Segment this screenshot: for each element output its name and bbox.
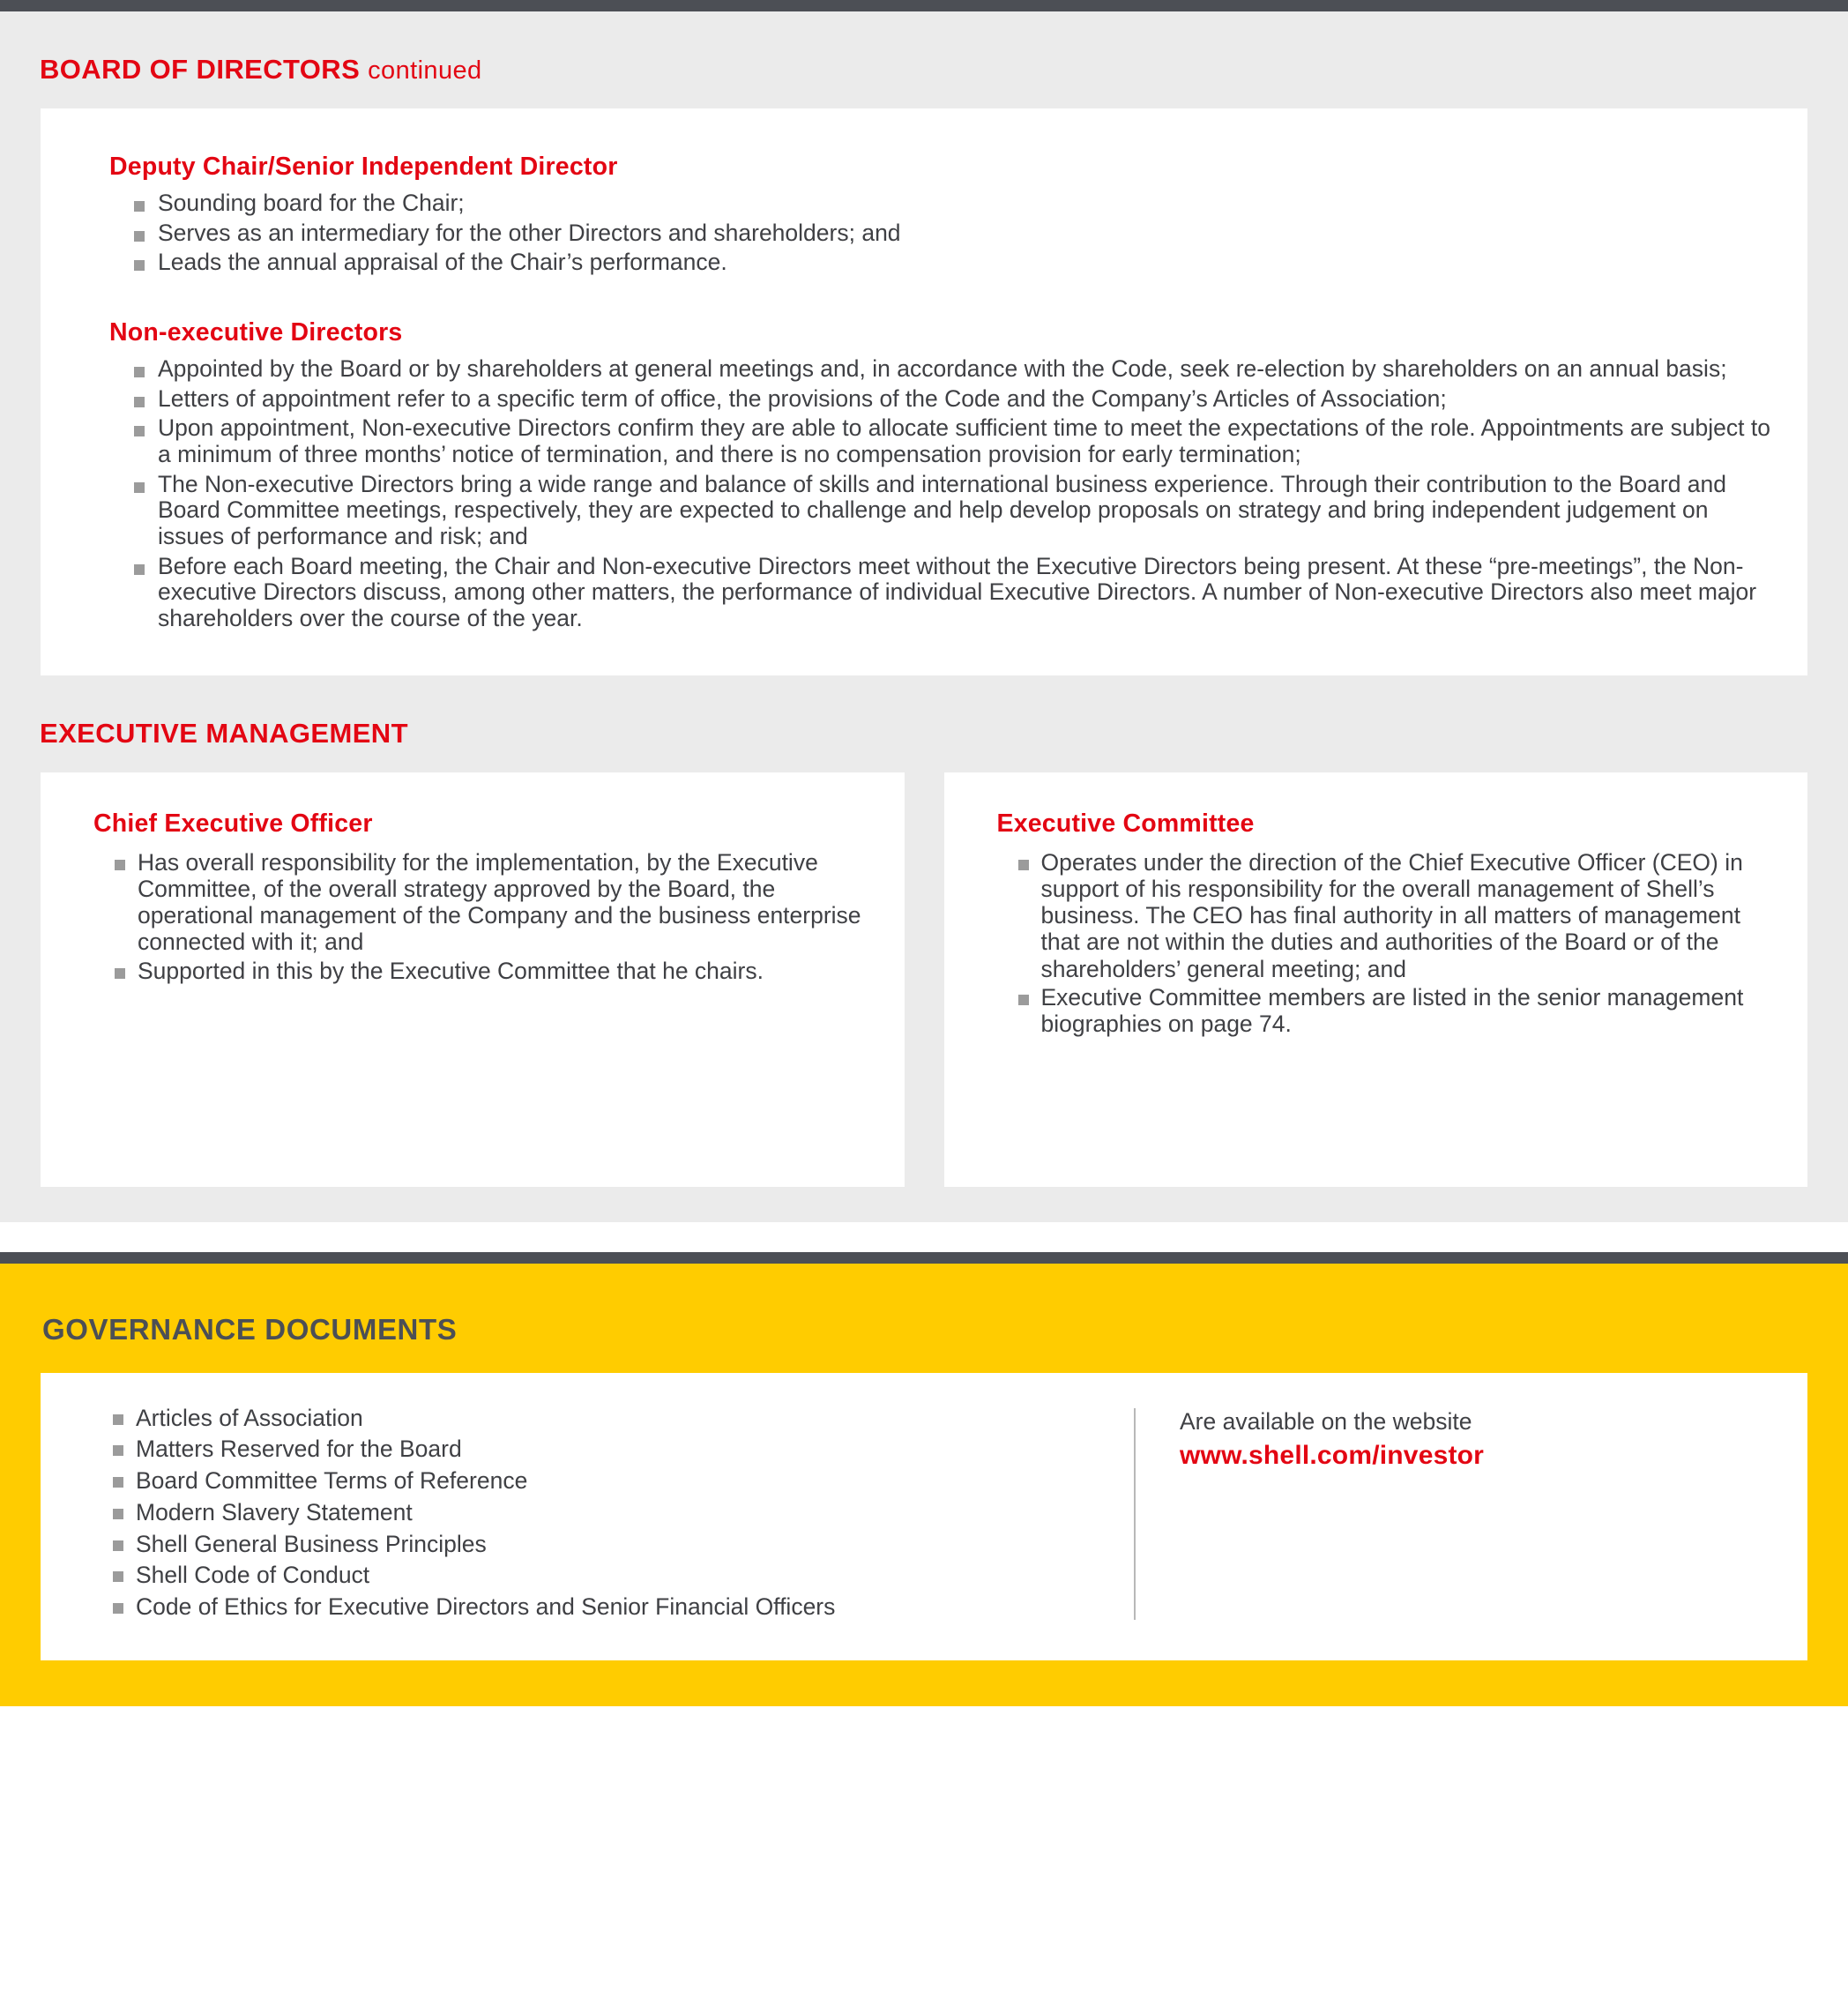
page-title — [0, 11, 1848, 108]
list-item: Operates under the direction of the Chief Executive Officer (CEO) in support of his responsibility for the overall management of Shell’s business. The CEO has final authority in all matters of management that are not within the duties and authorities of the Board or of the shareholders’ general meeting; and — [997, 849, 1778, 982]
deputy-chair-heading: Deputy Chair/Senior Independent Director — [109, 153, 618, 181]
executive-committee-card — [944, 772, 1808, 1187]
governance-divider-rule — [0, 1252, 1848, 1264]
top-divider-rule — [0, 0, 1848, 11]
ceo-list — [65, 849, 875, 984]
list-item: Modern Slavery Statement — [93, 1499, 1134, 1526]
list-item: Appointed by the Board or by shareholders at general meetings and, in accordance with the Code, seek re-election by shareholders on an annual basis; — [109, 356, 1772, 383]
governance-documents-card — [41, 1373, 1807, 1660]
governance-documents-list — [67, 1405, 1134, 1621]
board-of-directors-section — [0, 11, 1848, 1222]
list-item: Serves as an intermediary for the other Directors and shareholders; and — [109, 220, 1772, 247]
list-item: Before each Board meeting, the Chair and Non-executive Directors meet without the Executive Directors being present. At these “pre-meetings”, the Non-executive Directors discuss, among other matters, the performance of individual Executive Directors. A number of Non-executive Directors also meet major shareholders over the course of the year. — [109, 554, 1772, 632]
availability-text: Are available on the website — [1180, 1407, 1472, 1435]
list-item: The Non-executive Directors bring a wide range and balance of skills and international business experience. Through their contribution to the Board and Board Committee meetings, respectively, they are expected to challenge and help develop proposals on strategy and bring independent judgement on issues of performance and risk; and — [109, 472, 1772, 550]
board-roles-card — [41, 108, 1807, 675]
executive-committee-list — [969, 849, 1778, 1037]
ceo-heading: Chief Executive Officer — [93, 809, 373, 838]
executive-management-title: EXECUTIVE MANAGEMENT — [40, 717, 408, 749]
governance-documents-title: GOVERNANCE DOCUMENTS — [42, 1312, 458, 1346]
list-item: Shell Code of Conduct — [93, 1562, 1134, 1589]
website-link[interactable]: www.shell.com/investor — [1180, 1440, 1485, 1470]
governance-documents-left — [41, 1405, 1134, 1625]
executive-management-columns — [41, 772, 1807, 1187]
governance-documents-right — [1136, 1405, 1807, 1625]
page-title-text: BOARD OF DIRECTORS — [40, 54, 361, 85]
list-item: Leads the annual appraisal of the Chair’s performance. — [109, 250, 1772, 276]
deputy-chair-list — [76, 190, 1772, 276]
list-item: Code of Ethics for Executive Directors and Senior Financial Officers — [93, 1593, 1134, 1621]
list-item: Sounding board for the Chair; — [109, 190, 1772, 217]
list-item: Letters of appointment refer to a specific term of office, the provisions of the Code and the Company’s Articles of Association; — [109, 386, 1772, 413]
list-item: Shell General Business Principles — [93, 1531, 1134, 1558]
governance-documents-section — [0, 1264, 1848, 1706]
executive-committee-heading: Executive Committee — [996, 809, 1255, 838]
non-executive-directors-heading: Non-executive Directors — [109, 318, 403, 347]
non-executive-directors-list — [76, 356, 1772, 632]
list-item: Upon appointment, Non-executive Directors confirm they are able to allocate sufficient time to meet the expectations of the role. Appointments are subject to a minimum of three months’ notice of termination, and there is no compensation provision for early termination; — [109, 415, 1772, 467]
list-item: Matters Reserved for the Board — [93, 1436, 1134, 1463]
list-item: Supported in this by the Executive Committee that he chairs. — [93, 958, 875, 984]
list-item: Board Committee Terms of Reference — [93, 1467, 1134, 1495]
list-item: Executive Committee members are listed in the senior management biographies on page 74. — [997, 984, 1778, 1037]
list-item: Has overall responsibility for the implementation, by the Executive Committee, of the overall strategy approved by the Board, the operational management of the Company and the business enterprise connected with it; and — [93, 849, 875, 956]
list-item: Articles of Association — [93, 1405, 1134, 1432]
ceo-card — [41, 772, 905, 1187]
page-title-continued: continued — [368, 56, 482, 85]
bottom-padding — [0, 1706, 1848, 1713]
